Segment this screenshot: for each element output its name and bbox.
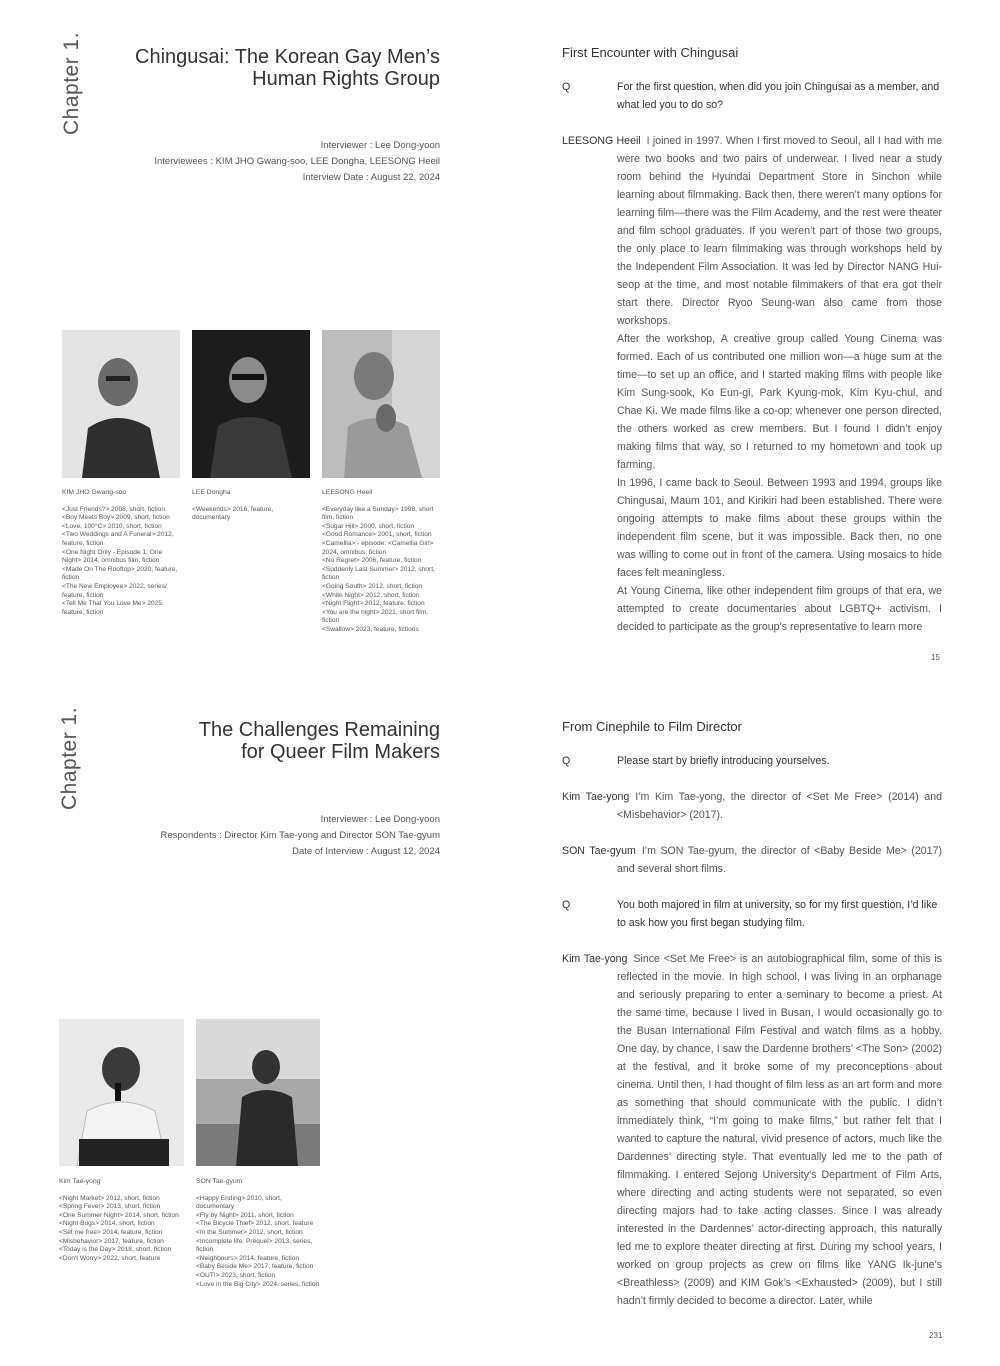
answer-block [562, 132, 942, 636]
answer-block: SON Tae-gyum I’m SON Tae-gyum, the director of <Baby Beside Me> (2017) and several short films. [562, 845, 942, 875]
answer-block: Kim Tae-yong I’m Kim Tae-yong, the director of <Set Me Free> (2014) and <Misbehavior> (2017). [562, 791, 942, 821]
film-entry: <Tell Me That You Love Me> 2025, feature, fiction [62, 600, 164, 616]
interview-meta: Interviewer : Lee Dong-yoon Interviewees : KIM JHO Gwang-soo, LEE Dongha, LEESONG Heeil Interview Date : August 22, 2024 [154, 140, 440, 183]
portrait-photo [62, 330, 180, 478]
film-entry: <OUT!> 2023, short, fiction [196, 1271, 276, 1279]
filmography [196, 1178, 320, 1289]
page-number: 231 [929, 1331, 943, 1340]
filmography-row [62, 489, 440, 635]
film-entry: <Love in the Big City> 2024, series, fiction [196, 1280, 320, 1288]
film-entry: <Incomplete life: Prequel> 2013, series, fiction [196, 1237, 313, 1254]
film-list [196, 1195, 320, 1290]
film-entry: <Everyday like a Sunday> 1998, short film, fiction [322, 505, 434, 522]
film-entry: <White Night> 2012, short, fiction [322, 591, 420, 599]
film-entry: <Misbehavior> 2017, feature, fiction [59, 1237, 164, 1245]
answer-paragraph: In 1996, I came back to Seoul. Between 1993 and 1994, groups like Chingusai, Maum 101, and Kirikiri had been established. There were ongoing attempts to make films about these groups within the independent film scene, but it was impossible. Back then, no one was willing to come out in front of the camera. Using mosaics to hide faces felt meaningless. [617, 477, 942, 579]
filmography [322, 489, 440, 635]
q-label: Q [562, 899, 571, 911]
question-block [562, 896, 942, 932]
film-entry: <Night Market> 2012, short, fiction [59, 1194, 160, 1202]
chapter-title: The Challenges Remaining for Queer Film Makers [198, 719, 440, 763]
portrait-row [59, 1019, 320, 1166]
film-entry: <Made On The Rooftop> 2020, feature, fiction [62, 565, 178, 582]
person-name: SON Tae-gyum [196, 1178, 243, 1185]
film-list [322, 506, 440, 635]
question-block [562, 78, 942, 114]
speaker-label: Kim Tae-yong [562, 791, 630, 803]
question-text: Please start by briefly introducing yourselves. [617, 755, 830, 767]
filmography [192, 489, 310, 635]
person-name: LEE Dongha [192, 489, 231, 496]
film-entry: <Neighbours> 2014, feature, fiction [196, 1254, 300, 1262]
film-entry: <Fly by Night> 2011, short, fiction [196, 1211, 294, 1219]
filmography [62, 489, 180, 635]
film-entry: <Spring Fever> 2013, short, fiction [59, 1203, 161, 1211]
film-entry: <One Summer Night> 2014, short, fiction [59, 1211, 179, 1219]
portrait-photo [59, 1019, 184, 1166]
q-label: Q [562, 755, 571, 767]
chapter-label: Chapter 1. [60, 31, 83, 135]
answer-paragraph: At Young Cinema, like other independent film groups of that era, we attempted to create documentaries about LGBTQ+ activism. I decided to participate as the group’s representative to learn more [617, 585, 942, 633]
interview-body [562, 752, 942, 1310]
speaker-label: SON Tae-gyum [562, 845, 636, 857]
film-entry: <Night Flight> 2012, feature, fiction [322, 600, 425, 608]
film-list [59, 1195, 184, 1264]
section-heading: From Cinephile to Film Director [562, 719, 742, 734]
section-heading: First Encounter with Chingusai [562, 45, 739, 60]
film-entry: <Good Romance> 2001, short, fiction [322, 531, 432, 539]
person-name: KIM JHO Gwang-soo [62, 489, 127, 496]
film-entry: <Just Friends?> 2008, short, fiction [62, 505, 165, 513]
film-entry: <Sugar Hill> 2000, short, fiction [322, 522, 414, 530]
q-label: Q [562, 81, 571, 93]
speaker-label: LEESONG Heeil [562, 135, 641, 147]
answer-paragraph: After the workshop, A creative group called Young Cinema was formed. Each of us contributed one million won—a huge sum at the time—to set up an office, and I started making films with people like Kim Sung-sook, Ko Eun-gi, Park Kyung-mok, Kim Kyu-chul, and Chae Ki. We made films like a co-op; whenever one person directed, the others worked as crew members. But I found I didn’t enjoy making films that way, so I returned to my hometown and took up farming. [617, 333, 942, 471]
portrait-photo [322, 330, 440, 478]
filmography [59, 1178, 184, 1289]
film-list [62, 506, 180, 618]
film-entry: <You are the night> 2021, short film, fiction [322, 608, 429, 625]
filmography-row [59, 1178, 320, 1289]
person-name: LEESONG Heeil [322, 489, 373, 496]
portrait-photo [192, 330, 310, 478]
interview-body [562, 78, 942, 636]
film-entry: <Today is the Day> 2018, short, fiction [59, 1246, 172, 1254]
film-entry: <Night Bugs> 2014, short, fiction [59, 1220, 155, 1228]
portrait-row [62, 330, 440, 478]
interview-meta: Interviewer : Lee Dong-yoon Respondents : Director Kim Tae-yong and Director SON Tae-gyum Date of Interview : August 12, 2024 [160, 814, 440, 857]
answer-block: Kim Tae-yong Since <Set Me Free> is an autobiographical film, some of this is reflected in the movie. In high school, I was living in an orphanage and seriously preparing to enter a seminary to become a priest. At the same time, because I lived in Busan, I would occasionally go to the Busan International Film Festival and watch films as a hobby. One day, by chance, I saw the Dardenne brothers’ <The Son> (2002) at the festival, and it broke some of my preconceptions about cinema. Until then, I had thought of film less as an art form and more as something that should communicate with the public. I didn’t immediately think, “I’m going to make films,” but rather felt that I wanted to capture the natural, vivid presence of actors, much like the Dardennes’ directing style. That eventually led me to the path of filmmaking. I entered Sejong University’s Department of Film Arts, where directing and acting students were not separated, so even directing majors had to take acting classes. Since I was already interested in the Dardennes’ actor-directing approach, this naturally led me to explore theater directing at first. During my school years, I worked on group projects as crew on films like YANG Ik-june’s <Breathless> (2009) and KIM Gok’s <Exhausted> (2009), but I still hadn’t firmly decided to become a director. Later, while [562, 953, 942, 1307]
film-entry: <Two Weddings and A Funeral> 2012, feature, fiction [62, 531, 174, 547]
film-entry: <Boy Meets Boy> 2009, short, fiction [62, 514, 170, 522]
film-list [192, 506, 310, 523]
film-entry: <Swallow> 2023, feature, fictions [322, 625, 419, 633]
film-entry: <Going South> 2012, short, fiction [322, 582, 423, 590]
spread-2 [0, 683, 1000, 1366]
film-entry: <Baby Beside Me> 2017, feature, fiction [196, 1263, 314, 1271]
film-entry: <One Night Only - Episode 1: One Night> 2014, omnibus film, fiction [62, 548, 163, 565]
speaker-label: Kim Tae-yong [562, 953, 628, 965]
chapter-title: Chingusai: The Korean Gay Men’s Human Rights Group [135, 46, 440, 90]
question-block [562, 752, 942, 770]
chapter-label: Chapter 1. [58, 706, 81, 810]
film-entry: <No Regret> 2006, feature, fiction [322, 557, 422, 565]
film-entry: <The New Employee> 2022, series/ feature, fiction [62, 582, 167, 599]
film-entry: <Set me free> 2014, feature, fiction [59, 1228, 163, 1236]
film-entry: <Camellia> - episode: <Camellia Girl> 2024, omnibus, fiction [322, 539, 434, 556]
film-entry: <The Bicycle Thief> 2012, short, feature [196, 1220, 314, 1228]
film-entry: <Don't Worry> 2022, short, feature [59, 1254, 161, 1262]
film-entry: <Weekends> 2016, feature, documentary [192, 505, 274, 522]
film-entry: <Happy Ending> 2010, short, documentary [196, 1194, 282, 1211]
question-text: You both majored in film at university, so for my first question, I’d like to ask how you first began studying film. [617, 899, 938, 929]
film-entry: <In the Summer> 2012, short, fiction [196, 1228, 303, 1236]
portrait-photo [196, 1019, 320, 1166]
film-entry: <Suddenly Last Summer> 2012, short, fiction [322, 565, 435, 582]
person-name: Kim Tae-yong [59, 1178, 101, 1185]
answer-paragraph: LEESONG Heeil I joined in 1997. When I first moved to Seoul, all I had with me were two books and two pairs of underwear. I lived near a study room behind the Hyundai Department Store in Sinchon while learning about filmmaking. Back then, there weren’t many options for learning film—there was the Film Academy, and the rest were theater and film school graduates. If you weren’t part of those two groups, the only place to learn filmmaking was through workshops held by the Independent Film Association. It was led by Director NANG Hui-seop at the time, and most notable filmmakers of that era got their start there. Director Ryoo Seung-wan also came from those workshops. [562, 135, 942, 327]
question-text: For the first question, when did you join Chingusai as a member, and what led you to do so? [617, 81, 940, 111]
page-number: 15 [931, 653, 940, 662]
film-entry: <Love, 100°C> 2010, short, fiction [62, 522, 162, 530]
